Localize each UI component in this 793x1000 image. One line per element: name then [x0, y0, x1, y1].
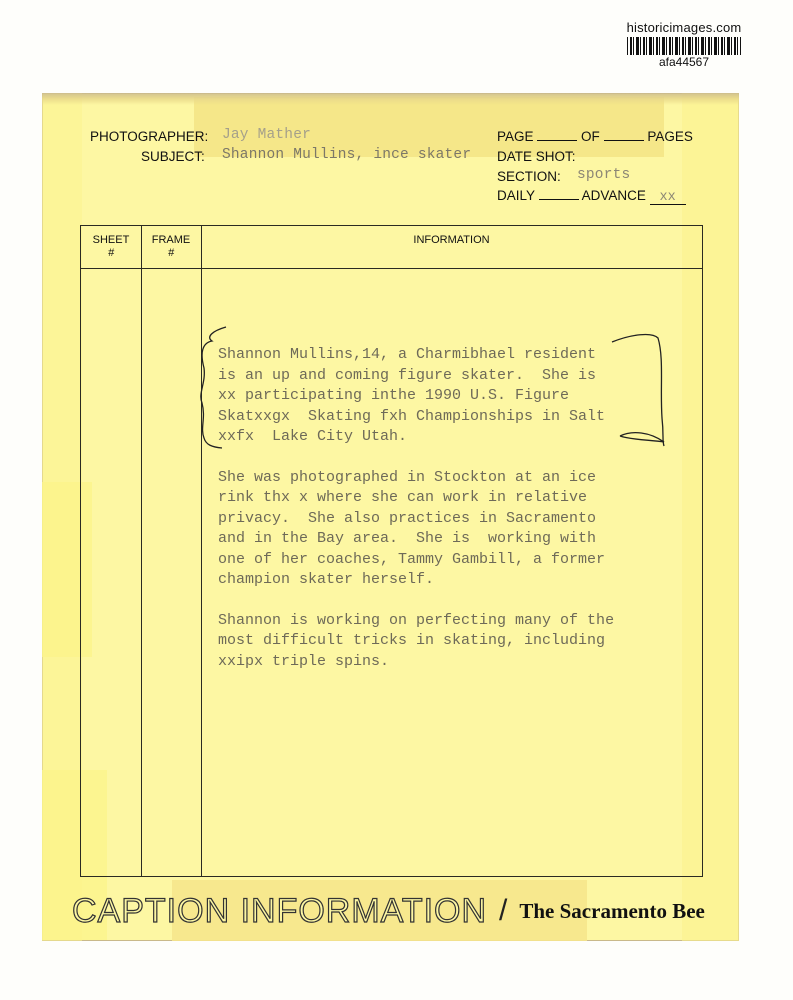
- daily-blank: [539, 189, 579, 200]
- header-divider: [81, 268, 702, 269]
- paragraph-2: [218, 468, 678, 591]
- daily-advance-field: [497, 188, 686, 205]
- advance-value: xx: [650, 192, 686, 205]
- footer: [72, 891, 705, 931]
- daily-label: DAILY: [497, 188, 535, 203]
- watermark-code: afa44567: [658, 55, 710, 69]
- header-frame-sub: #: [167, 247, 175, 259]
- page-blank: [537, 130, 577, 141]
- text-line: one of her coaches, Tammy Gambill, a former: [218, 550, 606, 568]
- footer-slash: /: [499, 894, 508, 927]
- page-field: [497, 129, 693, 144]
- header-sheet: [81, 234, 141, 260]
- header-frame-label: FRAME: [151, 234, 191, 246]
- subject-label: SUBJECT:: [141, 149, 205, 164]
- pages-label: PAGES: [647, 129, 693, 144]
- text-line: xx participating inthe 1990 U.S. Figure: [218, 387, 570, 404]
- text-line: is an up and coming figure skater. She is: [218, 366, 597, 384]
- pages-blank: [604, 130, 644, 141]
- photographer-value: Jay Mather: [222, 127, 312, 143]
- column-divider: [141, 226, 142, 876]
- text-line: and in the Bay area. She is working with: [218, 530, 597, 547]
- caption-sheet: [42, 93, 739, 941]
- text-line: xxipx triple spins.: [218, 652, 390, 670]
- text-line: rink thx x where she can work in relative: [218, 489, 588, 506]
- text-line: Shannon Mullins,14, a Charmibhael resident: [218, 346, 597, 363]
- advance-label: ADVANCE: [581, 188, 646, 203]
- watermark: [624, 20, 744, 69]
- text-line: privacy. She also practices in Sacramento: [218, 509, 597, 527]
- barcode: [627, 37, 741, 55]
- text-line: most difficult tricks in skating, including: [218, 632, 606, 649]
- right-bracket-mark: [602, 328, 672, 453]
- left-bracket-mark: [192, 323, 232, 453]
- aged-edge: [42, 93, 739, 105]
- header-sheet-sub: #: [107, 247, 115, 259]
- header-information: INFORMATION: [413, 234, 490, 246]
- photographer-label: PHOTOGRAPHER:: [90, 129, 209, 144]
- text-line: Shannon is working on perfecting many of the: [218, 611, 615, 629]
- date-shot-label: DATE SHOT:: [497, 149, 576, 164]
- page-label: PAGE: [497, 129, 534, 144]
- section-label: SECTION:: [497, 169, 561, 184]
- paragraph-3: [218, 611, 678, 673]
- text-line: She was photographed in Stockton at an ice: [218, 468, 597, 486]
- caption-information-title: CAPTION INFORMATION: [72, 891, 488, 930]
- section-value: sports: [577, 167, 631, 183]
- header-sheet-label: SHEET: [92, 234, 130, 246]
- watermark-site: historicimages.com: [626, 20, 742, 35]
- publication-name: The Sacramento Bee: [519, 898, 705, 923]
- text-line: xxfx Lake City Utah.: [218, 428, 408, 445]
- header-frame: [141, 234, 201, 260]
- text-line: Skatxxgx Skating fxh Championships in Salt: [218, 407, 606, 425]
- text-line: champion skater herself.: [218, 571, 435, 588]
- subject-value: Shannon Mullins, ince skater: [222, 147, 472, 163]
- of-label: OF: [581, 129, 600, 144]
